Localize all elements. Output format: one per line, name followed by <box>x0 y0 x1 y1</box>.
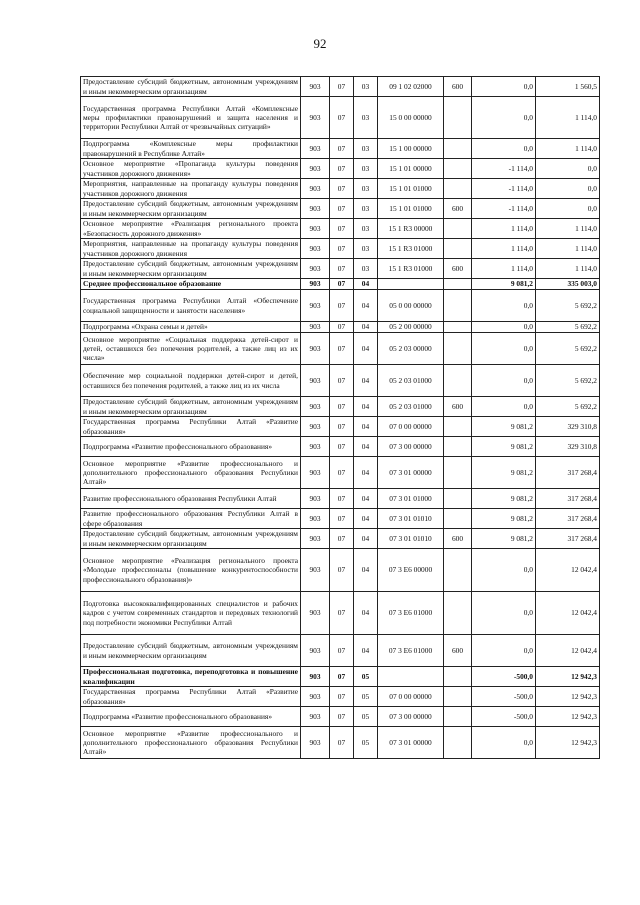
table-cell-target-article: 07 3 01 01000 <box>378 489 444 509</box>
table-cell-change: 1 114,0 <box>472 219 536 239</box>
table-cell-change: 1 114,0 <box>472 239 536 259</box>
table-cell-total: 12 042,4 <box>536 592 600 635</box>
table-cell-name: Мероприятия, направленные на пропаганду культуры поведения участников дорожного движения <box>81 179 301 199</box>
table-cell-section: 07 <box>330 97 354 139</box>
table-cell-total: 12 942,3 <box>536 727 600 759</box>
table-cell-target-article: 15 1 01 01000 <box>378 199 444 219</box>
table-row <box>81 77 600 97</box>
table-cell-subsection: 03 <box>354 219 378 239</box>
table-cell-name: Мероприятия, направленные на пропаганду культуры поведения участников дорожного движения <box>81 239 301 259</box>
table-cell-total: 1 114,0 <box>536 139 600 159</box>
table-cell-section: 07 <box>330 635 354 667</box>
table-cell-target-article: 09 1 02 02000 <box>378 77 444 97</box>
table-cell-name: Государственная программа Республики Алтай «Развитие образования» <box>81 687 301 707</box>
table-cell-name: Подпрограмма «Охрана семьи и детей» <box>81 322 301 333</box>
table-row <box>81 509 600 529</box>
table-cell-expense-type <box>444 179 472 199</box>
table-cell-change: 0,0 <box>472 592 536 635</box>
table-cell-subsection: 04 <box>354 365 378 397</box>
table-cell-grbs: 903 <box>301 707 330 727</box>
table-row <box>81 239 600 259</box>
table-cell-grbs: 903 <box>301 279 330 290</box>
table-row <box>81 549 600 592</box>
table-cell-name: Предоставление субсидий бюджетным, автономным учреждениям и иным некоммерческим организациям <box>81 635 301 667</box>
table-cell-name: Основное мероприятие «Развитие профессионального и дополнительного профессионального образования Республики Алтай» <box>81 457 301 489</box>
table-cell-expense-type <box>444 365 472 397</box>
table-cell-section: 07 <box>330 437 354 457</box>
page-number: 92 <box>313 36 327 51</box>
table-row <box>81 592 600 635</box>
table-cell-expense-type <box>444 139 472 159</box>
table-cell-expense-type: 600 <box>444 635 472 667</box>
table-row <box>81 437 600 457</box>
table-cell-name: Государственная программа Республики Алтай «Комплексные меры профилактики правонарушений и защита населения и территории Республики Алтай от чрезвычайных ситуаций» <box>81 97 301 139</box>
table-cell-section: 07 <box>330 139 354 159</box>
table-cell-total: 0,0 <box>536 179 600 199</box>
table-cell-name: Предоставление субсидий бюджетным, автономным учреждениям и иным некоммерческим организациям <box>81 259 301 279</box>
table-cell-total: 5 692,2 <box>536 290 600 322</box>
table-cell-section: 07 <box>330 322 354 333</box>
table-cell-target-article: 15 1 01 00000 <box>378 159 444 179</box>
table-cell-target-article <box>378 279 444 290</box>
table-cell-grbs: 903 <box>301 635 330 667</box>
table-cell-section: 07 <box>330 529 354 549</box>
table-row <box>81 139 600 159</box>
table-cell-change: -500,0 <box>472 687 536 707</box>
table-cell-grbs: 903 <box>301 667 330 687</box>
table-cell-change: 9 081,2 <box>472 457 536 489</box>
table-cell-target-article: 07 3 01 00000 <box>378 457 444 489</box>
table-cell-target-article: 07 3 01 00000 <box>378 727 444 759</box>
table-cell-target-article: 15 1 R3 00000 <box>378 219 444 239</box>
table-cell-grbs: 903 <box>301 397 330 417</box>
table-cell-change: -1 114,0 <box>472 179 536 199</box>
table-cell-change: 0,0 <box>472 397 536 417</box>
table-cell-target-article: 15 1 R3 01000 <box>378 259 444 279</box>
table-cell-total: 12 942,3 <box>536 707 600 727</box>
table-cell-change: 0,0 <box>472 290 536 322</box>
table-cell-name: Подготовка высококвалифицированных специалистов и рабочих кадров с учетом современных стандартов и передовых технологий под потребности экономики Республики Алтай <box>81 592 301 635</box>
table-cell-change: 0,0 <box>472 549 536 592</box>
table-cell-change: -500,0 <box>472 667 536 687</box>
table-cell-subsection: 04 <box>354 592 378 635</box>
table-cell-section: 07 <box>330 397 354 417</box>
table-cell-subsection: 04 <box>354 279 378 290</box>
table-row <box>81 219 600 239</box>
table-row <box>81 259 600 279</box>
table-cell-subsection: 05 <box>354 667 378 687</box>
table-cell-change: 9 081,2 <box>472 529 536 549</box>
table-cell-expense-type: 600 <box>444 77 472 97</box>
table-cell-total: 12 942,3 <box>536 667 600 687</box>
table-cell-change: 0,0 <box>472 322 536 333</box>
table-cell-name: Среднее профессиональное образование <box>81 279 301 290</box>
table-cell-name: Основное мероприятие «Развитие профессионального и дополнительного профессионального образования Республики Алтай» <box>81 727 301 759</box>
table-cell-section: 07 <box>330 333 354 365</box>
table-cell-expense-type: 600 <box>444 529 472 549</box>
table-cell-target-article: 15 1 01 01000 <box>378 179 444 199</box>
table-cell-grbs: 903 <box>301 159 330 179</box>
table-cell-expense-type <box>444 509 472 529</box>
table-cell-section: 07 <box>330 549 354 592</box>
table-cell-change: 9 081,2 <box>472 279 536 290</box>
table-cell-expense-type <box>444 97 472 139</box>
table-cell-change: 9 081,2 <box>472 509 536 529</box>
table-cell-expense-type <box>444 239 472 259</box>
table-cell-name: Предоставление субсидий бюджетным, автономным учреждениям и иным некоммерческим организациям <box>81 529 301 549</box>
table-cell-subsection: 04 <box>354 509 378 529</box>
table-cell-section: 07 <box>330 707 354 727</box>
table-row <box>81 333 600 365</box>
table-cell-expense-type <box>444 290 472 322</box>
table-cell-expense-type <box>444 322 472 333</box>
table-row <box>81 322 600 333</box>
table-cell-target-article: 07 3 00 00000 <box>378 437 444 457</box>
table-cell-total: 5 692,2 <box>536 322 600 333</box>
table-cell-section: 07 <box>330 199 354 219</box>
table-cell-target-article: 05 0 00 00000 <box>378 290 444 322</box>
table-cell-grbs: 903 <box>301 509 330 529</box>
table-cell-target-article: 15 1 R3 01000 <box>378 239 444 259</box>
table-cell-name: Основное мероприятие «Реализация регионального проекта «Безопасность дорожного движения» <box>81 219 301 239</box>
table-row <box>81 97 600 139</box>
table-cell-total: 1 114,0 <box>536 259 600 279</box>
table-cell-section: 07 <box>330 77 354 97</box>
table-row <box>81 457 600 489</box>
table-cell-total: 12 042,4 <box>536 549 600 592</box>
table-cell-grbs: 903 <box>301 333 330 365</box>
table-cell-section: 07 <box>330 489 354 509</box>
table-cell-subsection: 03 <box>354 239 378 259</box>
table-cell-target-article: 05 2 03 01000 <box>378 397 444 417</box>
table-cell-name: Профессиональная подготовка, переподготовка и повышение квалификации <box>81 667 301 687</box>
table-cell-grbs: 903 <box>301 290 330 322</box>
table-cell-section: 07 <box>330 290 354 322</box>
table-row <box>81 199 600 219</box>
table-cell-grbs: 903 <box>301 179 330 199</box>
table-cell-grbs: 903 <box>301 239 330 259</box>
table-cell-grbs: 903 <box>301 457 330 489</box>
table-cell-section: 07 <box>330 727 354 759</box>
table-cell-subsection: 03 <box>354 139 378 159</box>
table-cell-change: 9 081,2 <box>472 489 536 509</box>
table-cell-change: 1 114,0 <box>472 259 536 279</box>
table-cell-expense-type: 600 <box>444 259 472 279</box>
table-cell-total: 335 003,0 <box>536 279 600 290</box>
table-cell-target-article <box>378 667 444 687</box>
table-row <box>81 635 600 667</box>
table-cell-total: 329 310,8 <box>536 437 600 457</box>
table-cell-total: 0,0 <box>536 159 600 179</box>
table-row <box>81 159 600 179</box>
table-cell-name: Предоставление субсидий бюджетным, автономным учреждениям и иным некоммерческим организациям <box>81 397 301 417</box>
table-cell-section: 07 <box>330 279 354 290</box>
table-row <box>81 727 600 759</box>
table-cell-expense-type <box>444 667 472 687</box>
table-cell-name: Основное мероприятие «Социальная поддержка детей-сирот и детей, оставшихся без попечения родителей, а также лиц из их числа» <box>81 333 301 365</box>
table-cell-subsection: 03 <box>354 179 378 199</box>
table-cell-grbs: 903 <box>301 77 330 97</box>
table-cell-change: 9 081,2 <box>472 437 536 457</box>
table-cell-change: 0,0 <box>472 77 536 97</box>
table-row <box>81 397 600 417</box>
table-cell-subsection: 03 <box>354 97 378 139</box>
table-cell-grbs: 903 <box>301 139 330 159</box>
table-cell-expense-type <box>444 159 472 179</box>
table-row <box>81 529 600 549</box>
table-cell-section: 07 <box>330 259 354 279</box>
table-cell-section: 07 <box>330 179 354 199</box>
table-cell-section: 07 <box>330 417 354 437</box>
table-cell-section: 07 <box>330 667 354 687</box>
table-cell-name: Обеспечение мер социальной поддержки детей-сирот и детей, оставшихся без попечения родителей, а также лиц из их числа <box>81 365 301 397</box>
table-cell-change: -1 114,0 <box>472 159 536 179</box>
table-cell-grbs: 903 <box>301 365 330 397</box>
table-cell-total: 317 268,4 <box>536 509 600 529</box>
table-cell-change: 0,0 <box>472 635 536 667</box>
table-cell-subsection: 04 <box>354 333 378 365</box>
table-cell-grbs: 903 <box>301 97 330 139</box>
table-cell-target-article: 05 2 03 00000 <box>378 333 444 365</box>
table-cell-subsection: 04 <box>354 549 378 592</box>
table-cell-expense-type <box>444 279 472 290</box>
table-cell-name: Государственная программа Республики Алтай «Развитие образования» <box>81 417 301 437</box>
table-cell-section: 07 <box>330 239 354 259</box>
table-cell-target-article: 15 0 00 00000 <box>378 97 444 139</box>
table-cell-section: 07 <box>330 687 354 707</box>
table-cell-target-article: 05 2 00 00000 <box>378 322 444 333</box>
table-cell-grbs: 903 <box>301 549 330 592</box>
table-cell-subsection: 04 <box>354 290 378 322</box>
table-cell-section: 07 <box>330 509 354 529</box>
table-row <box>81 417 600 437</box>
table-cell-name: Подпрограмма «Развитие профессионального образования» <box>81 707 301 727</box>
table-cell-change: 9 081,2 <box>472 417 536 437</box>
table-cell-subsection: 03 <box>354 259 378 279</box>
table-cell-subsection: 03 <box>354 77 378 97</box>
table-cell-name: Предоставление субсидий бюджетным, автономным учреждениям и иным некоммерческим организациям <box>81 77 301 97</box>
table-cell-section: 07 <box>330 592 354 635</box>
table-cell-subsection: 03 <box>354 199 378 219</box>
table-cell-target-article: 07 3 E6 01000 <box>378 635 444 667</box>
table-cell-target-article: 07 0 00 00000 <box>378 687 444 707</box>
budget-table <box>80 76 600 759</box>
table-cell-subsection: 04 <box>354 322 378 333</box>
table-cell-change: 0,0 <box>472 333 536 365</box>
table-cell-subsection: 04 <box>354 489 378 509</box>
table-cell-target-article: 07 3 01 01010 <box>378 529 444 549</box>
table-row <box>81 179 600 199</box>
table-cell-section: 07 <box>330 159 354 179</box>
table-cell-name: Развитие профессионального образования Республики Алтай в сфере образования <box>81 509 301 529</box>
table-cell-change: 0,0 <box>472 727 536 759</box>
table-cell-subsection: 04 <box>354 397 378 417</box>
table-cell-total: 5 692,2 <box>536 397 600 417</box>
table-cell-grbs: 903 <box>301 322 330 333</box>
table-cell-expense-type <box>444 489 472 509</box>
table-cell-expense-type <box>444 549 472 592</box>
table-cell-section: 07 <box>330 457 354 489</box>
table-cell-subsection: 05 <box>354 687 378 707</box>
table-cell-expense-type <box>444 437 472 457</box>
table-cell-total: 0,0 <box>536 199 600 219</box>
table-cell-grbs: 903 <box>301 727 330 759</box>
table-row <box>81 489 600 509</box>
table-cell-change: 0,0 <box>472 365 536 397</box>
table-cell-name: Государственная программа Республики Алтай «Обеспечение социальной защищенности и занятости населения» <box>81 290 301 322</box>
table-cell-total: 12 942,3 <box>536 687 600 707</box>
table-cell-change: -500,0 <box>472 707 536 727</box>
table-cell-expense-type: 600 <box>444 397 472 417</box>
table-cell-target-article: 05 2 03 01000 <box>378 365 444 397</box>
table-cell-grbs: 903 <box>301 437 330 457</box>
table-cell-target-article: 07 0 00 00000 <box>378 417 444 437</box>
table-cell-subsection: 04 <box>354 437 378 457</box>
table-cell-expense-type <box>444 687 472 707</box>
table-cell-target-article: 15 1 00 00000 <box>378 139 444 159</box>
table-cell-subsection: 04 <box>354 529 378 549</box>
table-cell-subsection: 04 <box>354 635 378 667</box>
table-cell-name: Основное мероприятие «Реализация регионального проекта «Молодые профессионалы (повышение конкурентоспособности профессионального образования)» <box>81 549 301 592</box>
table-cell-grbs: 903 <box>301 219 330 239</box>
table-cell-grbs: 903 <box>301 529 330 549</box>
table-cell-name: Основное мероприятие «Пропаганда культуры поведения участников дорожного движения» <box>81 159 301 179</box>
table-cell-change: 0,0 <box>472 139 536 159</box>
table-cell-expense-type <box>444 707 472 727</box>
table-cell-name: Подпрограмма «Комплексные меры профилактики правонарушений в Республике Алтай» <box>81 139 301 159</box>
table-row <box>81 667 600 687</box>
table-cell-grbs: 903 <box>301 199 330 219</box>
table-cell-grbs: 903 <box>301 259 330 279</box>
table-cell-grbs: 903 <box>301 489 330 509</box>
table-cell-grbs: 903 <box>301 687 330 707</box>
table-cell-expense-type: 600 <box>444 199 472 219</box>
table-row <box>81 279 600 290</box>
table-cell-expense-type <box>444 727 472 759</box>
table-cell-section: 07 <box>330 365 354 397</box>
table-cell-target-article: 07 3 00 00000 <box>378 707 444 727</box>
table-row <box>81 365 600 397</box>
table-cell-total: 1 114,0 <box>536 239 600 259</box>
table-cell-expense-type <box>444 592 472 635</box>
table-cell-name: Развитие профессионального образования Республики Алтай <box>81 489 301 509</box>
table-cell-total: 317 268,4 <box>536 529 600 549</box>
table-row <box>81 687 600 707</box>
table-row <box>81 290 600 322</box>
table-cell-expense-type <box>444 333 472 365</box>
table-cell-grbs: 903 <box>301 417 330 437</box>
table-row <box>81 707 600 727</box>
table-cell-total: 317 268,4 <box>536 489 600 509</box>
table-cell-total: 5 692,2 <box>536 365 600 397</box>
table-cell-expense-type <box>444 417 472 437</box>
table-cell-total: 329 310,8 <box>536 417 600 437</box>
table-cell-expense-type <box>444 457 472 489</box>
table-cell-subsection: 04 <box>354 457 378 489</box>
table-cell-subsection: 05 <box>354 707 378 727</box>
table-cell-subsection: 03 <box>354 159 378 179</box>
table-cell-grbs: 903 <box>301 592 330 635</box>
table-cell-subsection: 04 <box>354 417 378 437</box>
table-cell-target-article: 07 3 E6 00000 <box>378 549 444 592</box>
table-cell-subsection: 05 <box>354 727 378 759</box>
table-cell-total: 12 042,4 <box>536 635 600 667</box>
table-cell-name: Предоставление субсидий бюджетным, автономным учреждениям и иным некоммерческим организациям <box>81 199 301 219</box>
table-cell-total: 1 114,0 <box>536 97 600 139</box>
table-cell-section: 07 <box>330 219 354 239</box>
table-cell-total: 1 560,5 <box>536 77 600 97</box>
table-cell-total: 317 268,4 <box>536 457 600 489</box>
table-cell-target-article: 07 3 01 01010 <box>378 509 444 529</box>
table-cell-target-article: 07 3 E6 01000 <box>378 592 444 635</box>
table-cell-expense-type <box>444 219 472 239</box>
table-cell-change: 0,0 <box>472 97 536 139</box>
table-cell-change: -1 114,0 <box>472 199 536 219</box>
table-cell-total: 5 692,2 <box>536 333 600 365</box>
table-cell-total: 1 114,0 <box>536 219 600 239</box>
table-cell-name: Подпрограмма «Развитие профессионального образования» <box>81 437 301 457</box>
